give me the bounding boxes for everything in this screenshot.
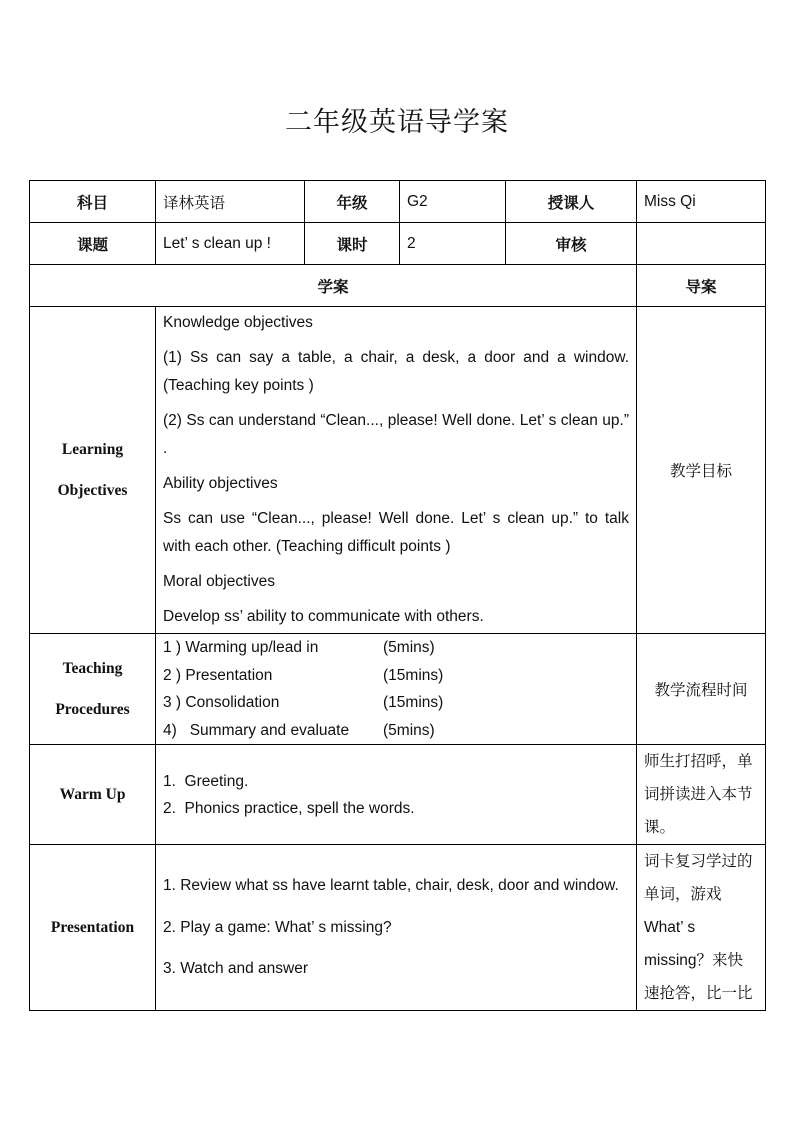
presentation-label: Presentation: [30, 845, 156, 1011]
procedure-step: 4) Summary and evaluate (5mins): [163, 721, 435, 739]
objective-item: Ss can use “Clean..., please! Well done. Let’ s clean up.” to talk with each other. (Teaching difficult points ): [163, 510, 629, 555]
guide-plan-header: 导案: [637, 265, 766, 307]
presentation-row: [30, 845, 766, 1011]
objective-item: (2) Ss can understand “Clean..., please! Well done. Let’ s clean up.” .: [163, 412, 629, 457]
review-value: [637, 223, 766, 265]
presentation-content: [156, 845, 637, 1011]
procedure-step: 1 ) Warming up/lead in (5mins): [163, 639, 435, 656]
objectives-row: [30, 307, 766, 634]
presentation-guide: 词卡复习学过的单词，游戏What’ s missing？来快速抢答，比一比: [637, 845, 766, 1011]
objective-item: Develop ss’ ability to communicate with others.: [163, 608, 484, 625]
objective-heading: Moral objectives: [163, 573, 275, 590]
header-row-2: [30, 223, 766, 265]
grade-label: 年级: [305, 181, 400, 223]
topic-value: Let’ s clean up !: [156, 223, 305, 265]
procedures-label: Teaching Procedures: [30, 634, 156, 745]
teacher-label: 授课人: [506, 181, 637, 223]
lesson-plan-table: [29, 180, 766, 1011]
header-row-1: [30, 181, 766, 223]
warmup-item: 2. Phonics practice, spell the words.: [163, 799, 415, 817]
procedures-row: [30, 634, 766, 745]
warmup-item: 1. Greeting.: [163, 772, 249, 790]
objectives-guide: 教学目标: [637, 307, 766, 634]
objectives-content: [156, 307, 637, 634]
presentation-item: 3. Watch and answer: [163, 960, 309, 978]
study-plan-header: 学案: [30, 265, 637, 307]
objectives-label: Learning Objectives: [30, 307, 156, 634]
warmup-label: Warm Up: [30, 745, 156, 845]
topic-label: 课题: [30, 223, 156, 265]
procedures-guide: 教学流程时间: [637, 634, 766, 745]
column-header-row: [30, 265, 766, 307]
presentation-item: 2. Play a game: What’ s missing?: [163, 918, 392, 936]
subject-label: 科目: [30, 181, 156, 223]
teacher-value: Miss Qi: [637, 181, 766, 223]
grade-value: G2: [400, 181, 506, 223]
subject-value: 译林英语: [156, 181, 305, 223]
review-label: 审核: [506, 223, 637, 265]
presentation-item: 1. Review what ss have learnt table, chair, desk, door and window.: [163, 877, 619, 895]
objective-heading: Knowledge objectives: [163, 314, 313, 331]
objective-item: (1) Ss can say a table, a chair, a desk, a door and a window. (Teaching key points ): [163, 349, 629, 394]
warmup-guide: 师生打招呼，单词拼读进入本节课。: [637, 745, 766, 845]
procedures-content: [156, 634, 637, 745]
page-title: 二年级英语导学案: [285, 107, 509, 138]
objective-heading: Ability objectives: [163, 475, 278, 492]
warmup-row: [30, 745, 766, 845]
period-value: 2: [400, 223, 506, 265]
procedure-step: 3 ) Consolidation (15mins): [163, 694, 444, 711]
procedure-step: 2 ) Presentation (15mins): [163, 666, 444, 684]
warmup-content: [156, 745, 637, 845]
period-label: 课时: [305, 223, 400, 265]
